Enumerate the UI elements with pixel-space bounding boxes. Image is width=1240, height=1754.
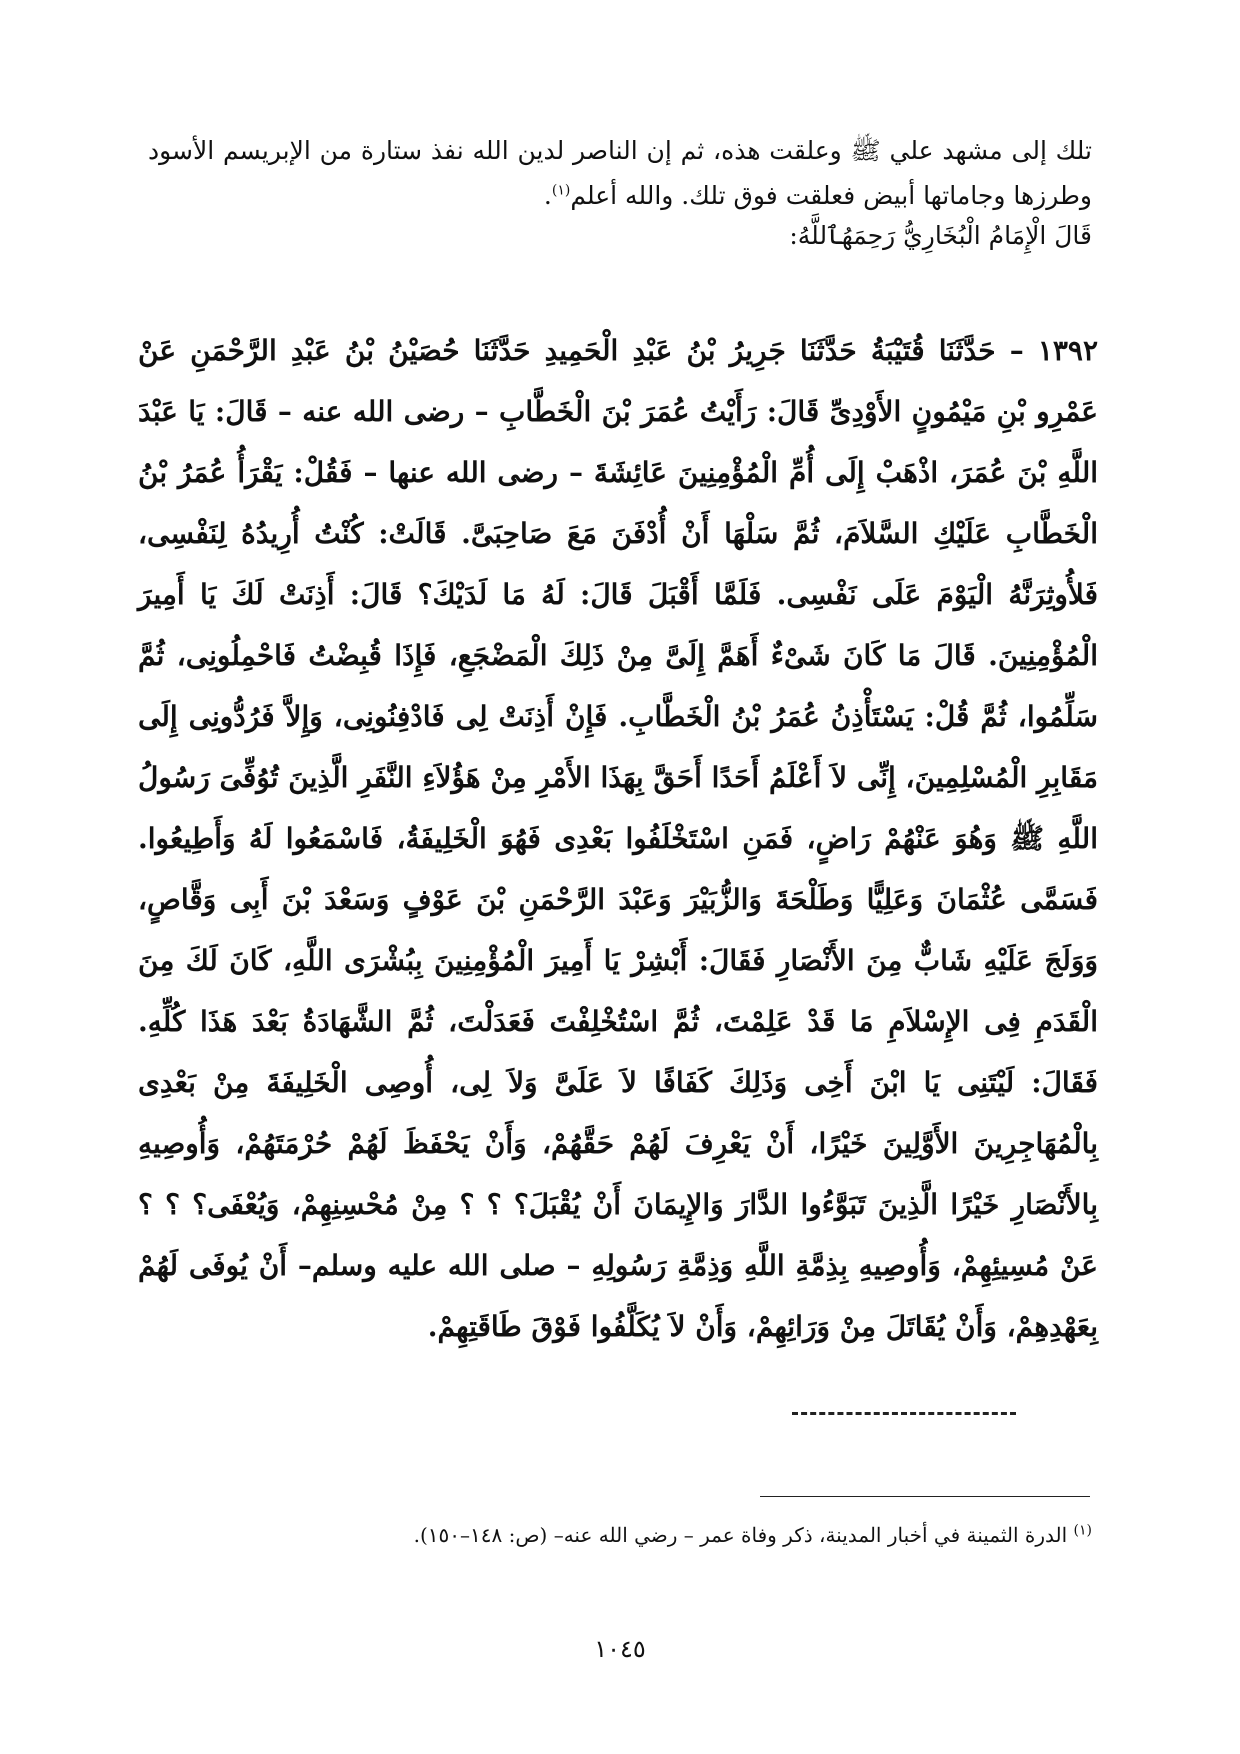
footnote-reference: (١) <box>551 182 571 199</box>
hadith-paragraph <box>138 320 1098 1357</box>
intro-paragraph <box>148 128 1092 218</box>
narrator-heading: قَالَ الْإِمَامُ الْبُخَارِيُّ رَحِمَهُٱللَّهُ: <box>789 221 1092 250</box>
footnote <box>148 1518 1092 1552</box>
intro-end-punctuation: . <box>543 181 552 210</box>
intro-line: تلك إلى مشهد علي ﷺ وعلقت هذه، ثم إن الناصر لدين الله نفذ ستارة من الإبريسم الأسود وطرزها وجاماتها أبيض فعلقت فوق تلك. والله أعلم <box>148 136 1092 210</box>
dashed-separator <box>792 1412 1016 1415</box>
hadith-dash: – <box>1009 334 1024 367</box>
hadith-number: ١٣٩٢ <box>1037 334 1098 367</box>
hadith-text: حَدَّثَنَا قُتَيْبَةُ حَدَّثَنَا جَرِيرُ بْنُ عَبْدِ الْحَمِيدِ حَدَّثَنَا حُصَيْنُ بْنُ عَبْدِ الرَّحْمَنِ عَنْ عَمْرِو بْنِ مَيْمُونٍ الأَوْدِىِّ قَالَ: رَأَيْتُ عُمَرَ بْنَ الْخَطَّابِ – رضى الله عنه – قَالَ: يَا عَبْدَ اللَّهِ بْنَ عُمَرَ، اذْهَبْ إِلَى أُمِّ الْمُؤْمِنِينَ عَائِشَةَ – رضى الله عنها – فَقُلْ: يَقْرَأُ عُمَرُ بْنُ الْخَطَّابِ عَلَيْكِ السَّلاَمَ، ثُمَّ سَلْهَا أَنْ أُدْفَنَ مَعَ صَاحِبَىَّ. قَالَتْ: كُنْتُ أُرِيدُهُ لِنَفْسِى، فَلأُوثِرَنَّهُ الْيَوْمَ عَلَى نَفْسِى. فَلَمَّا أَقْبَلَ قَالَ: لَهُ مَا لَدَيْكَ؟ قَالَ: أَذِنَتْ لَكَ يَا أَمِيرَ الْمُؤْمِنِينَ. قَالَ مَا كَانَ شَىْءٌ أَهَمَّ إِلَىَّ مِنْ ذَلِكَ الْمَضْجَعِ، فَإِذَا قُبِضْتُ فَاحْمِلُونِى، ثُمَّ سَلِّمُوا، ثُمَّ قُلْ: يَسْتَأْذِنُ عُمَرُ بْنُ الْخَطَّابِ. فَإِنْ أَذِنَتْ لِى فَادْفِنُونِى، وَإِلاَّ فَرُدُّونِى إِلَى مَقَابِرِ الْمُسْلِمِينَ، إِنِّى لاَ أَعْلَمُ أَحَدًا أَحَقَّ بِهَذَا الأَمْرِ مِنْ هَؤُلاَءِ النَّفَرِ الَّذِينَ تُوُفِّىَ رَسُولُ اللَّهِ ﷺ وَهُوَ عَنْهُمْ رَاضٍ، فَمَنِ اسْتَخْلَفُوا بَعْدِى فَهُوَ الْخَلِيفَةُ، فَاسْمَعُوا لَهُ وَأَطِيعُوا. فَسَمَّى عُثْمَانَ وَعَلِيًّا وَطَلْحَةَ وَالزُّبَيْرَ وَعَبْدَ الرَّحْمَنِ بْنَ عَوْفٍ وَسَعْدَ بْنَ أَبِى وَقَّاصٍ، وَوَلَجَ عَلَيْهِ شَابٌّ مِنَ الأَنْصَارِ فَقَالَ: أَبْشِرْ يَا أَمِيرَ الْمُؤْمِنِينَ بِبُشْرَى اللَّهِ، كَانَ لَكَ مِنَ الْقَدَمِ فِى الإِسْلاَمِ مَا قَدْ عَلِمْتَ، ثُمَّ اسْتُخْلِفْتَ فَعَدَلْتَ، ثُمَّ الشَّهَادَةُ بَعْدَ هَذَا كُلِّهِ. فَقَالَ: لَيْتَنِى يَا ابْنَ أَخِى وَذَلِكَ كَفَافًا لاَ عَلَىَّ وَلاَ لِى، أُوصِى الْخَلِيفَةَ مِنْ بَعْدِى بِالْمُهَاجِرِينَ الأَوَّلِينَ خَيْرًا، أَنْ يَعْرِفَ لَهُمْ حَقَّهُمْ، وَأَنْ يَحْفَظَ لَهُمْ حُرْمَتَهُمْ، وَأُوصِيهِ بِالأَنْصَارِ خَيْرًا الَّذِينَ تَبَوَّءُوا الدَّارَ وَالإِيمَانَ أَنْ يُقْبَلَ؟ ؟ ؟ مِنْ مُحْسِنِهِمْ، وَيُعْفَى؟ ؟ ؟ عَنْ مُسِيئِهِمْ، وَأُوصِيهِ بِذِمَّةِ اللَّهِ وَذِمَّةِ رَسُولِهِ – صلى الله عليه وسلم– أَنْ يُوفَى لَهُمْ بِعَهْدِهِمْ، وَأَنْ يُقَاتَلَ مِنْ وَرَائِهِمْ، وَأَنْ لاَ يُكَلَّفُوا فَوْقَ طَاقَتِهِمْ. <box>138 334 1098 1343</box>
footnote-text: الدرة الثمينة في أخبار المدينة، ذكر وفاة عمر – رضي الله عنه– (ص: ١٤٨–١٥٠). <box>413 1523 1068 1547</box>
intro-text <box>148 128 1092 218</box>
footnote-divider <box>760 1496 1090 1497</box>
page-number: ١٠٤٥ <box>594 1635 646 1663</box>
footnote-marker: (١) <box>1073 1522 1092 1539</box>
